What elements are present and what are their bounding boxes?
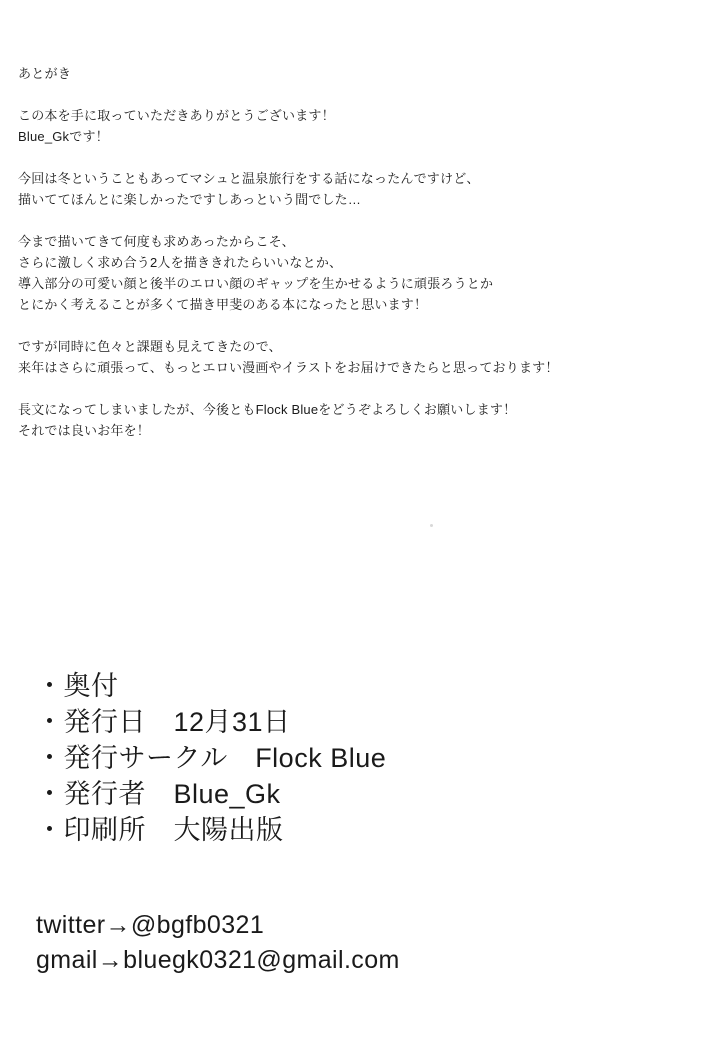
afterword-line: Blue_Gkです！ — [18, 129, 109, 144]
afterword-paragraph-5 — [18, 399, 678, 441]
colophon-line-publish-date: ・発行日 12月31日 — [36, 707, 291, 737]
afterword-line: 今まで描いてきて何度も求めあったからこそ、 — [18, 234, 295, 249]
colophon-line-circle: ・発行サークル Flock Blue — [36, 743, 387, 773]
colophon-line-author: ・発行者 Blue_Gk — [36, 779, 281, 809]
contact-twitter: twitter→@bgfb0321 — [36, 911, 265, 939]
colophon-section — [36, 668, 676, 848]
afterword-line: 導入部分の可愛い顔と後半のエロい顔のギャップを生かせるように頑張ろうとか — [18, 276, 494, 291]
contact-gmail: gmail→bluegk0321@gmail.com — [36, 946, 400, 974]
afterword-line: 今回は冬ということもあってマシュと温泉旅行をする話になったんですけど、 — [18, 171, 480, 186]
afterword-line: それでは良いお年を！ — [18, 423, 151, 438]
scan-artifact-dot — [430, 524, 433, 527]
afterword-paragraph-3 — [18, 231, 678, 315]
afterword-line: 描いててほんとに楽しかったですしあっという間でした… — [18, 192, 362, 207]
afterword-line: さらに激しく求め合う2人を描ききれたらいいなとか、 — [18, 255, 343, 270]
afterword-line: 長文になってしまいましたが、今後ともFlock Blueをどうぞよろしくお願いします！ — [18, 402, 517, 417]
afterword-line: ですが同時に色々と課題も見えてきたので、 — [18, 339, 282, 354]
contact-section — [36, 908, 676, 978]
afterword-line: とにかく考えることが多くて描き甲斐のある本になったと思います！ — [18, 297, 428, 312]
afterword-section — [18, 64, 678, 462]
afterword-line: 来年はさらに頑張って、もっとエロい漫画やイラストをお届けできたらと思っております！ — [18, 360, 559, 375]
colophon-line-title: ・奥付 — [36, 671, 119, 701]
colophon-line-printer: ・印刷所 大陽出版 — [36, 815, 284, 845]
afterword-line: この本を手に取っていただきありがとうございます！ — [18, 108, 335, 123]
afterword-heading: あとがき — [18, 66, 72, 81]
afterword-paragraph-2 — [18, 168, 678, 210]
afterword-paragraph-1 — [18, 105, 678, 147]
afterword-paragraph-4 — [18, 336, 678, 378]
